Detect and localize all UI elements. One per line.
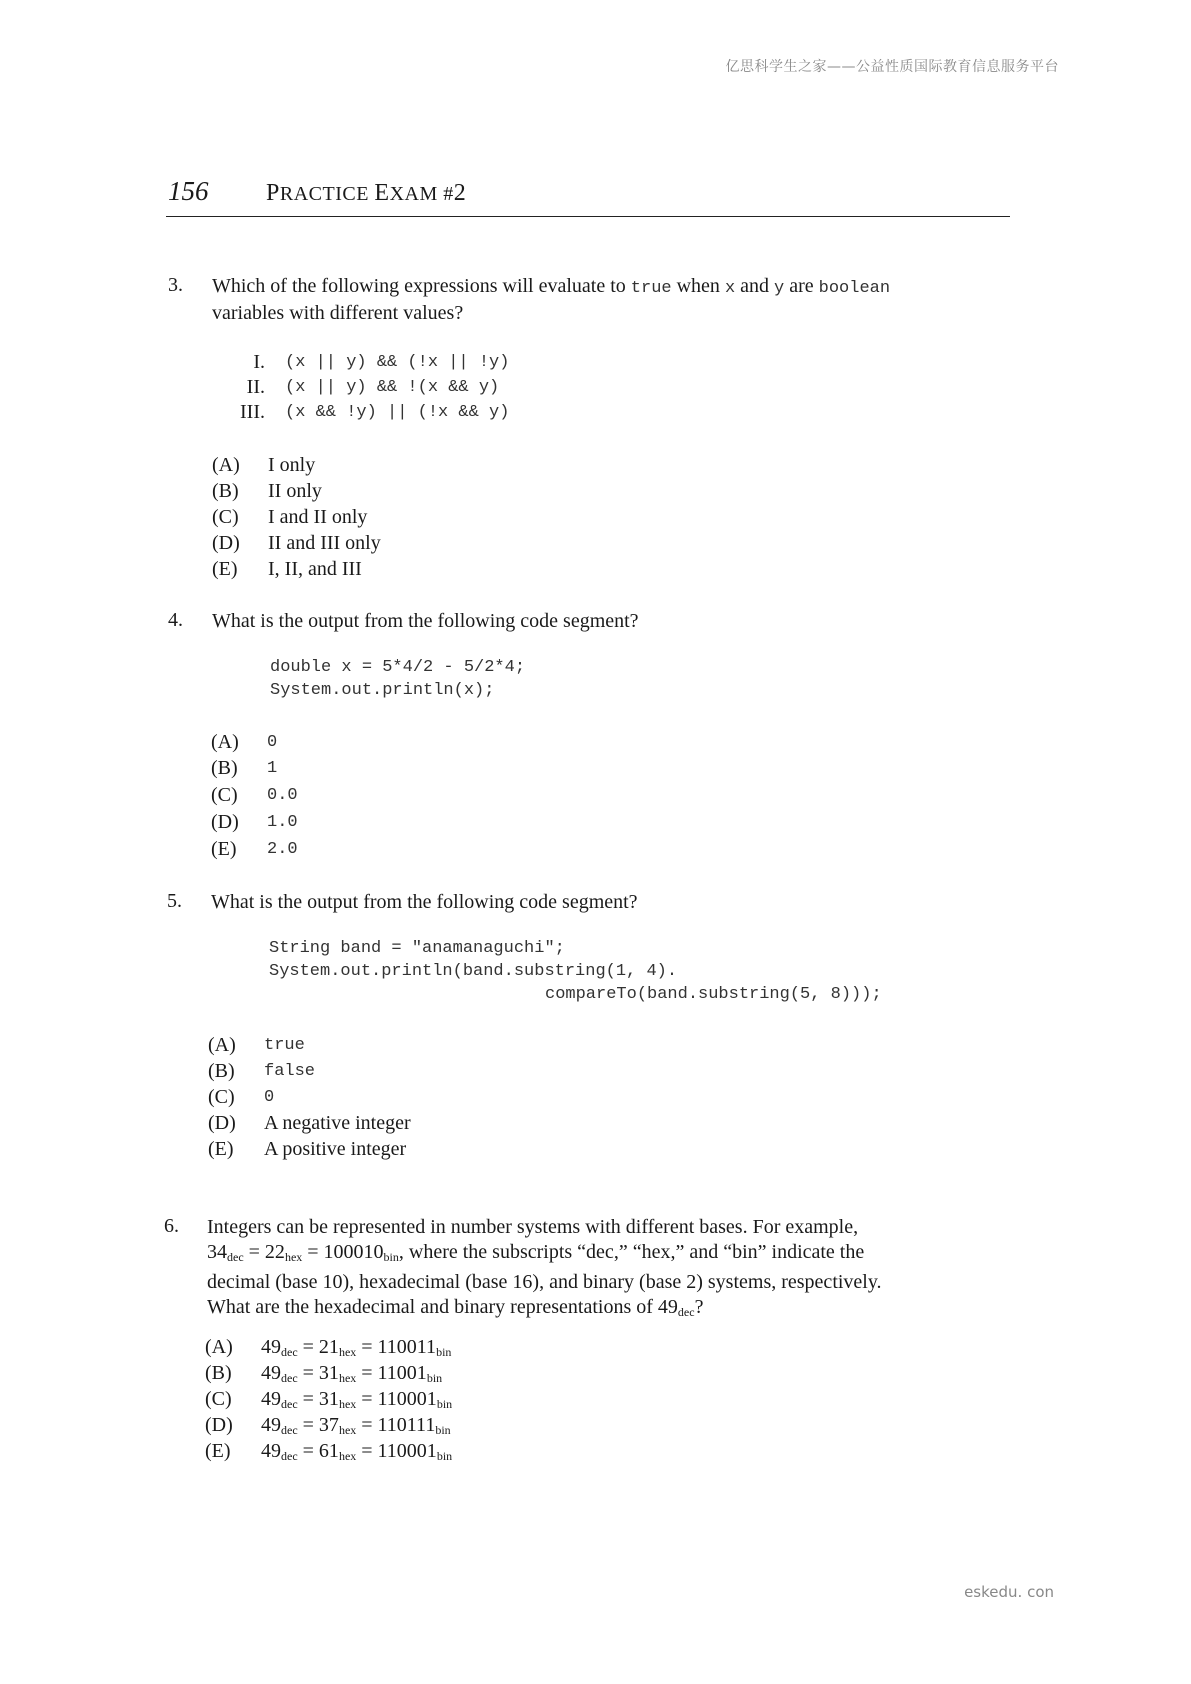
question-number: 6. [164,1215,179,1237]
code-block: String band = "anamanaguchi"; System.out.println(band.substring(1, 4). compareTo(band.substring(5, 8))); [269,939,882,1004]
question-number: 5. [167,890,182,912]
page-header [166,176,1010,217]
question-number: 4. [168,609,183,631]
question-text: Which of the following expressions will evaluate to true when x and y are boolean variables with different values? [212,275,891,324]
question-number: 3. [168,274,183,296]
watermark-top: 亿思科学生之家——公益性质国际教育信息服务平台 [725,59,1059,75]
page-number: 156 [168,176,209,206]
question-text: What is the output from the following code segment? [212,610,639,632]
page-title: PRACTICE EXAM #2 [266,180,467,206]
question-text: What is the output from the following code segment? [211,891,638,913]
code-block: double x = 5*4/2 - 5/2*4; System.out.println(x); [270,658,526,700]
question-text: Integers can be represented in number systems with different bases. For example, $34_{dec} = 22_{hex} = 100010_{bin}$, where the subscripts “dec,” “hex,” and “bin” indicate the decimal (base 10), hexadecimal (base 16), and binary (base 2) systems, respectively. What are the hexadecimal and binary representations of $49_{dec}$? [207,1216,882,1319]
watermark-bottom: eskedu. con [964,1583,1054,1601]
